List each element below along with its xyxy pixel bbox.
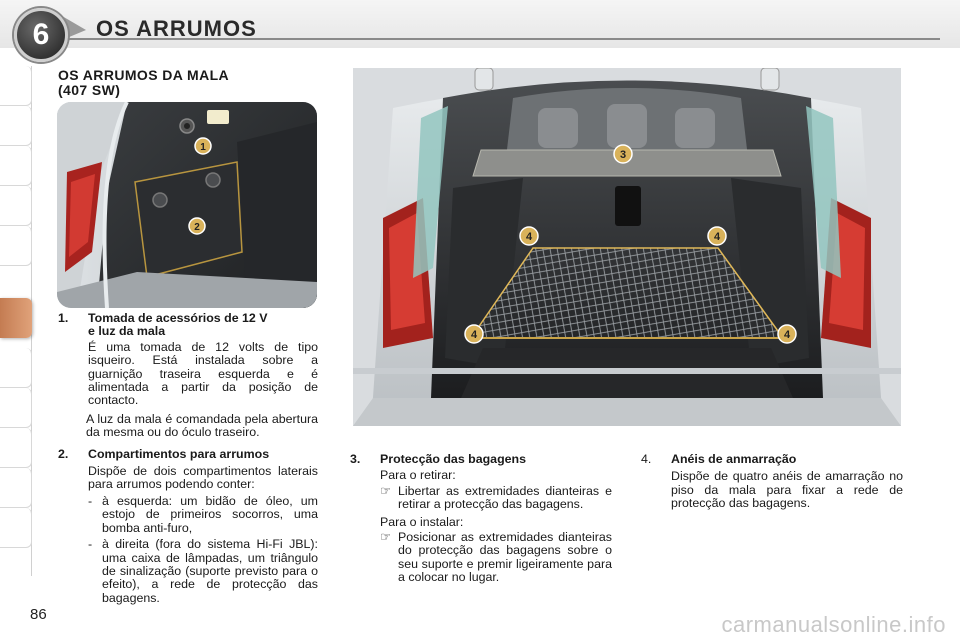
trunk-side-callouts — [57, 102, 317, 308]
section-title-line-2: (407 SW) — [58, 82, 121, 98]
item-1-title-line-1: Tomada de acessórios de 12 V — [88, 311, 268, 325]
dash-marker: - — [88, 537, 93, 552]
section-title — [58, 68, 318, 98]
trunk-side-photo — [57, 102, 317, 308]
item-2-dash-1-text: à esquerda: um bidão de óleo, um estojo de primeiros socorros, uma bomba anti-furo, — [102, 493, 318, 535]
item-2-number: 2. — [58, 446, 69, 461]
pointing-hand-icon: ☞ — [380, 483, 392, 498]
svg-text:4: 4 — [525, 231, 533, 243]
text-column-1 — [58, 312, 318, 605]
item-2-heading — [58, 448, 318, 461]
item-1-title-line-2: e luz da mala — [88, 324, 166, 339]
chapter-tab-11[interactable] — [0, 508, 32, 548]
callout-4-front-right — [708, 227, 726, 245]
chapter-tab-9[interactable] — [0, 428, 32, 468]
item-3-remove-label: Para o retirar: — [380, 468, 456, 483]
item-1-heading — [58, 312, 318, 339]
item-3-heading — [350, 453, 612, 466]
item-3-install-step — [350, 531, 612, 585]
item-3-title: Protecção das bagagens — [380, 452, 526, 466]
callout-3 — [614, 145, 632, 163]
svg-text:4: 4 — [713, 231, 721, 243]
item-2-dash-2 — [58, 538, 318, 605]
callout-4-rear-right — [778, 325, 796, 343]
svg-text:4: 4 — [470, 329, 478, 341]
item-1-number: 1. — [58, 311, 69, 325]
page-number: 86 — [30, 606, 47, 623]
callout-4-rear-left — [465, 325, 483, 343]
item-1-paragraph-1: É uma tomada de 12 volts de tipo isqueiro. Está instalada sobre a guarnição traseira esquerda e é alimentada a partir da posição de contacto. — [88, 339, 318, 408]
dash-marker: - — [88, 493, 93, 508]
item-3-install-step-text: Posicionar as extremidades dianteiras do protecção das bagagens sobre o seu suporte e premir ligeiramente para a colocar no lugar. — [398, 530, 612, 585]
item-2-dash-1 — [58, 495, 318, 535]
svg-text:2: 2 — [194, 222, 200, 233]
item-4-heading — [641, 453, 903, 466]
pointing-hand-icon: ☞ — [380, 530, 392, 545]
text-column-3 — [641, 453, 903, 511]
chapter-tab-4[interactable] — [0, 186, 32, 226]
chapter-tab-2[interactable] — [0, 106, 32, 146]
item-3-remove-step-text: Libertar as extremidades dianteiras e retirar a protecção das bagagens. — [398, 483, 612, 512]
chapter-title: OS ARRUMOS — [96, 16, 257, 41]
chapter-tab-3[interactable] — [0, 146, 32, 186]
chapter-tab-6-active[interactable] — [0, 298, 32, 338]
callout-2 — [189, 218, 205, 234]
chapter-tab-10[interactable] — [0, 468, 32, 508]
svg-text:3: 3 — [619, 149, 627, 161]
item-3-number: 3. — [350, 452, 361, 466]
callout-1 — [195, 138, 211, 154]
item-2-title: Compartimentos para arrumos — [88, 446, 270, 461]
svg-text:1: 1 — [200, 142, 206, 153]
section-title-line-1: OS ARRUMOS DA MALA — [58, 67, 230, 83]
chapter-tab-strip — [0, 66, 32, 576]
open-trunk-photo — [353, 68, 901, 426]
text-column-2 — [350, 453, 612, 585]
item-4-title: Anéis de anmarração — [671, 452, 797, 466]
open-trunk-callouts — [353, 68, 901, 426]
item-4-paragraph-1: Dispõe de quatro anéis de amarração no piso da mala para fixar a rede de protecção das bagagens. — [671, 469, 903, 511]
chapter-tab-7[interactable] — [0, 348, 32, 388]
item-1-paragraph-2: A luz da mala é comandada pela abertura da mesma ou do óculo traseiro. — [86, 411, 318, 440]
watermark: carmanualsonline.info — [721, 612, 946, 637]
item-2-paragraph-1: Dispõe de dois compartimentos laterais para arrumos podendo conter: — [88, 464, 318, 492]
item-3-remove-step — [350, 485, 612, 512]
item-2-dash-2-text: à direita (fora do sistema Hi-Fi JBL): uma caixa de lâmpadas, um triângulo de sinalização (suporte previsto para o efeito), a rede de protecção das bagagens. — [102, 537, 318, 605]
callout-4-front-left — [520, 227, 538, 245]
item-4-number: 4. — [641, 452, 652, 466]
chapter-number-badge: 6 — [14, 8, 68, 62]
chapter-tab-8[interactable] — [0, 388, 32, 428]
item-3-install-label: Para o instalar: — [380, 514, 464, 529]
chapter-tab-5[interactable] — [0, 226, 32, 266]
svg-text:4: 4 — [783, 329, 791, 341]
chapter-tab-1[interactable] — [0, 66, 32, 106]
